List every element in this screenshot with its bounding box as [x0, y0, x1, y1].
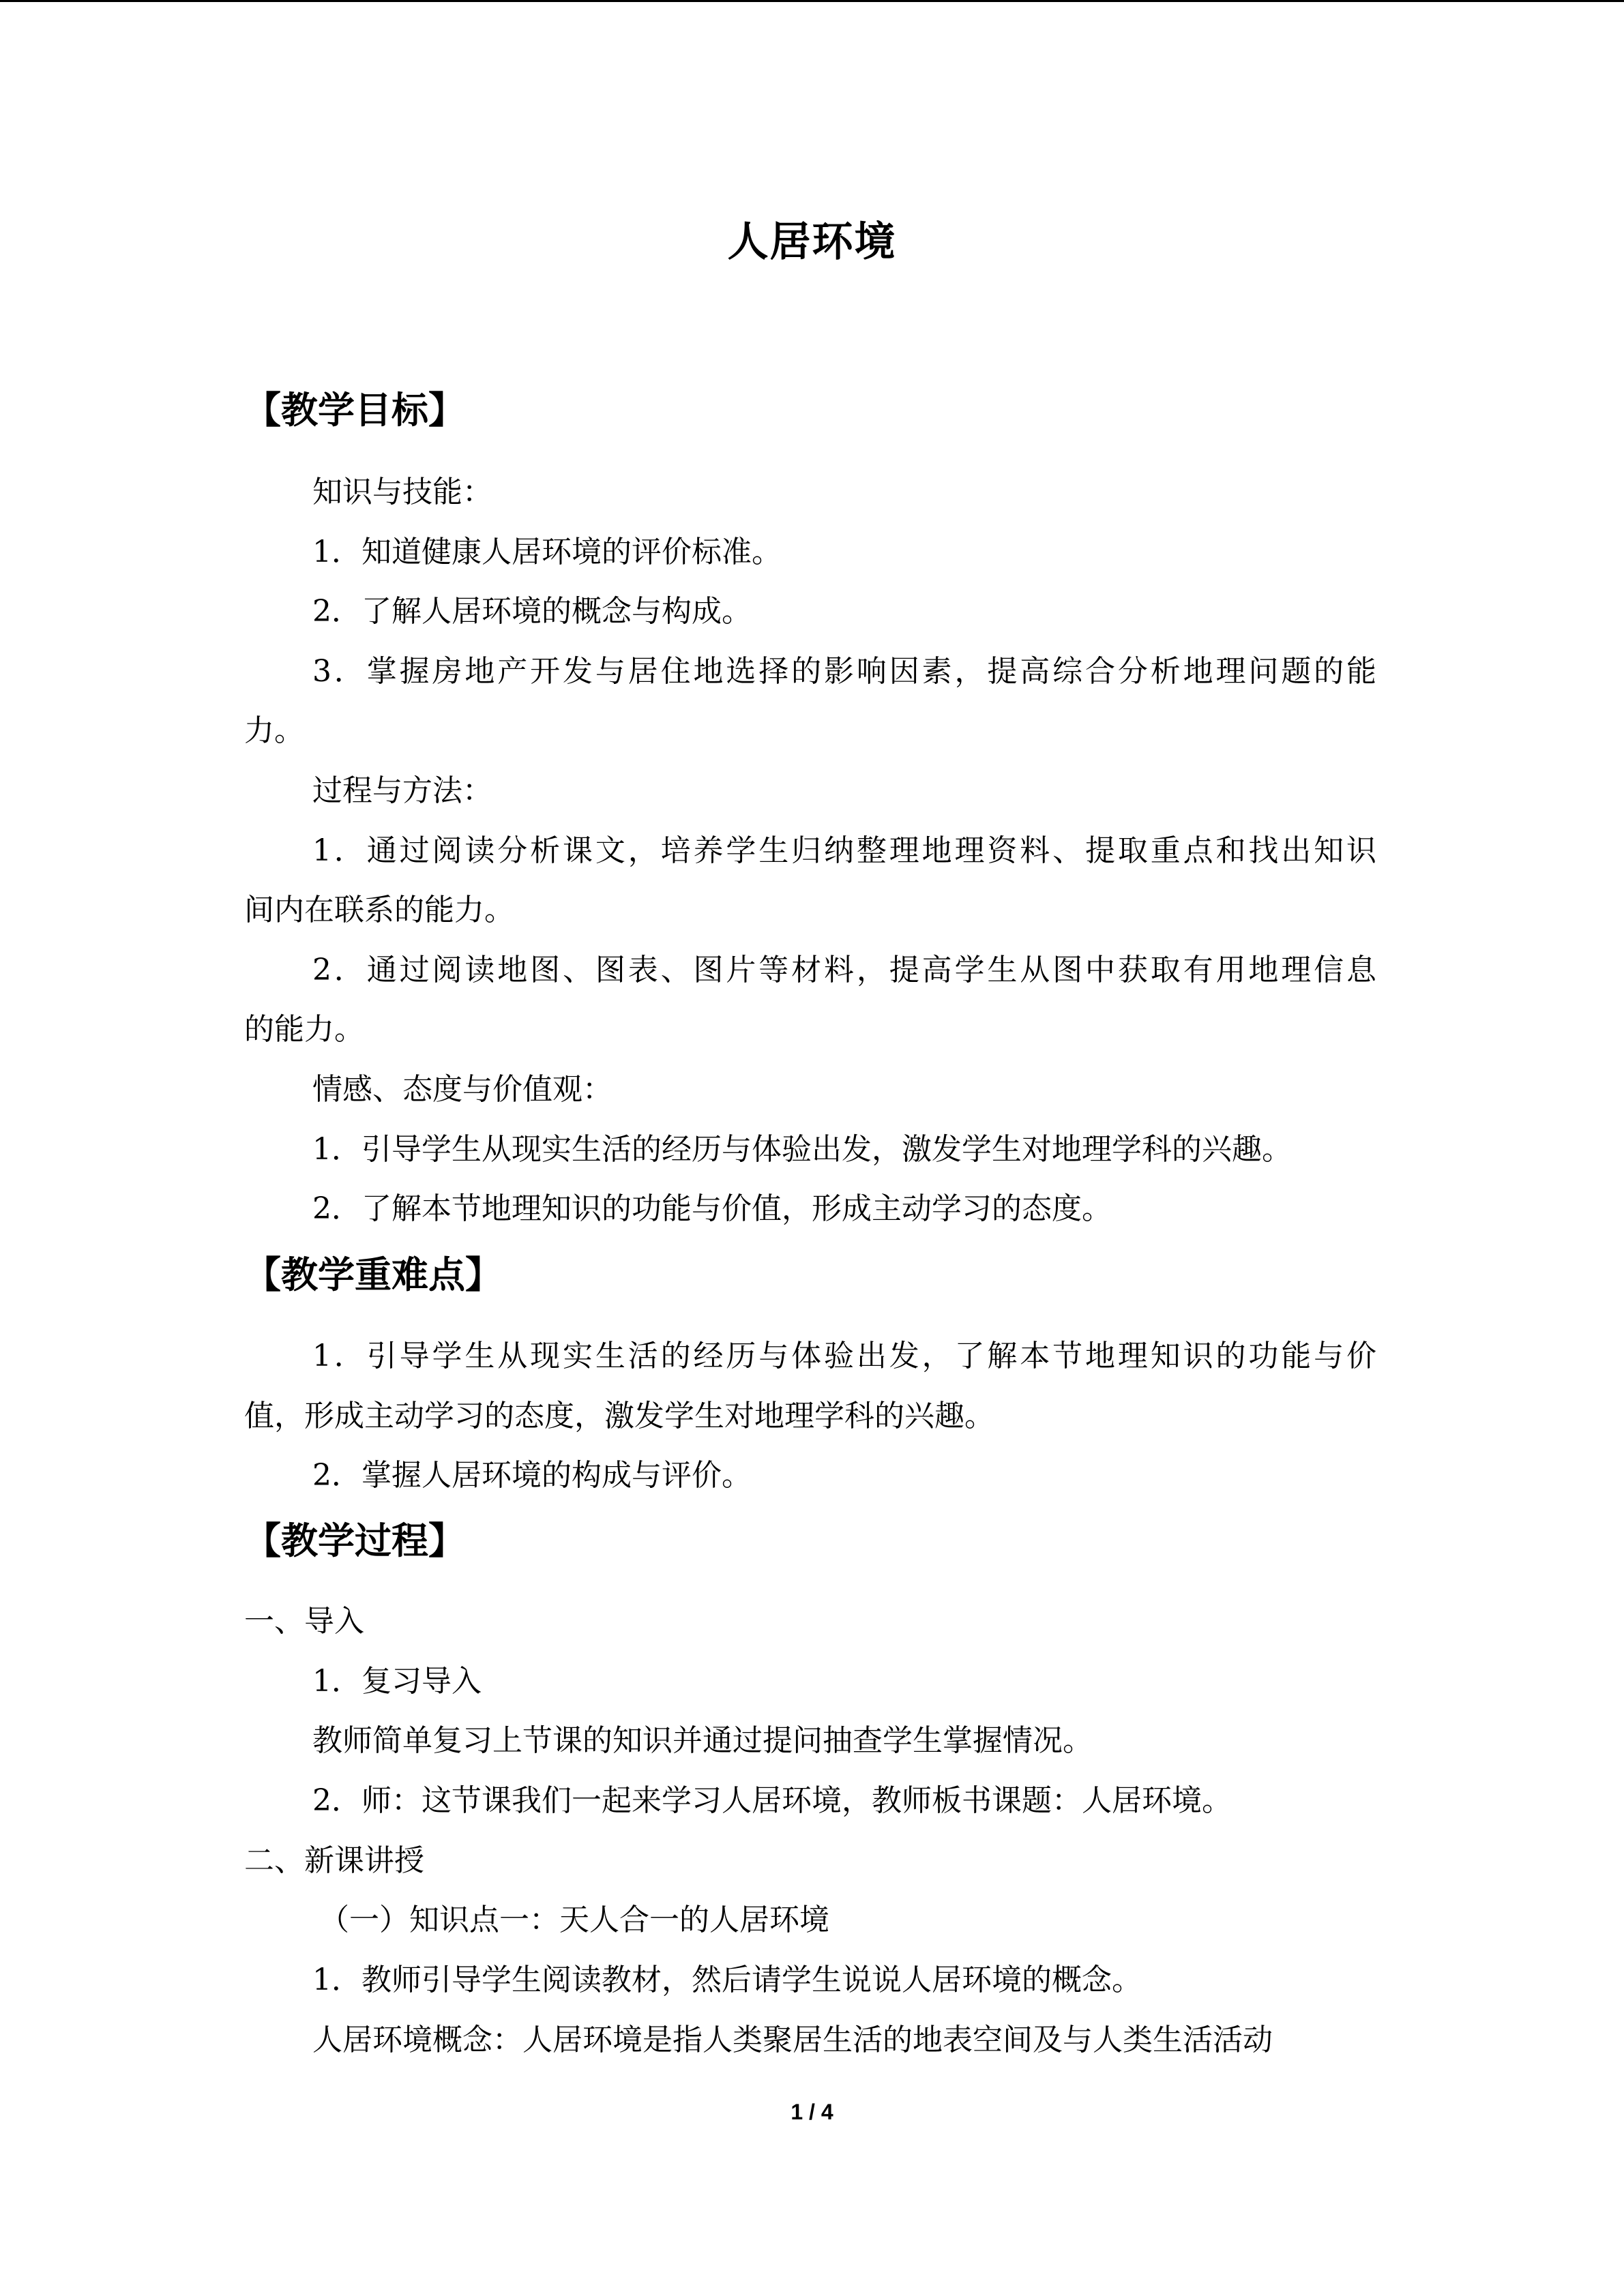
section-heading-objectives: 【教学目标】 — [244, 389, 465, 432]
objective-knowledge-1: 1．知道健康人居环境的评价标准。 — [312, 535, 782, 569]
objective-knowledge-3-line-1: 3．掌握房地产开发与居住地选择的影响因素，提高综合分析地理问题的能 — [312, 654, 1376, 689]
key-point-1-line-1: 1．引导学生从现实生活的经历与体验出发，了解本节地理知识的功能与价 — [312, 1339, 1376, 1373]
objective-process-1-line-2: 间内在联系的能力。 — [244, 893, 514, 927]
process-part-2-item-1: 1．教师引导学生阅读教材，然后请学生说说人居环境的概念。 — [312, 1963, 1142, 1997]
document-title: 人居环境 — [727, 218, 897, 266]
objective-emotion-2: 2．了解本节地理知识的功能与价值，形成主动学习的态度。 — [312, 1191, 1112, 1226]
objective-knowledge-3-line-2: 力。 — [244, 713, 304, 748]
process-part-1-item-1: 1．复习导入 — [312, 1664, 482, 1699]
process-method-label: 过程与方法： — [312, 773, 492, 808]
objective-process-2-line-1: 2．通过阅读地图、图表、图片等材料，提高学生从图中获取有用地理信息 — [312, 953, 1376, 987]
process-part-1: 一、导入 — [244, 1604, 364, 1639]
section-heading-process: 【教学过程】 — [244, 1519, 465, 1562]
process-part-1-item-1-text: 教师简单复习上节课的知识并通过提问抽查学生掌握情况。 — [312, 1723, 1093, 1758]
section-heading-key-points: 【教学重难点】 — [244, 1253, 502, 1296]
process-part-2: 二、新课讲授 — [244, 1843, 424, 1878]
knowledge-skills-label: 知识与技能： — [312, 475, 492, 509]
process-part-2-point-1: （一）知识点一：天人合一的人居环境 — [319, 1903, 829, 1937]
process-part-1-item-2: 2．师：这节课我们一起来学习人居环境，教师板书课题：人居环境。 — [312, 1783, 1232, 1818]
process-part-2-concept: 人居环境概念：人居环境是指人类聚居生活的地表空间及与人类生活活动 — [312, 2023, 1273, 2057]
page-number: 1 / 4 — [791, 2100, 833, 2124]
objective-knowledge-2: 2．了解人居环境的概念与构成。 — [312, 594, 752, 629]
objective-process-1-line-1: 1．通过阅读分析课文，培养学生归纳整理地理资料、提取重点和找出知识 — [312, 833, 1376, 868]
key-point-2: 2．掌握人居环境的构成与评价。 — [312, 1458, 752, 1493]
objective-emotion-1: 1．引导学生从现实生活的经历与体验出发，激发学生对地理学科的兴趣。 — [312, 1132, 1292, 1167]
emotion-attitude-label: 情感、态度与价值观： — [312, 1072, 612, 1107]
objective-process-2-line-2: 的能力。 — [244, 1012, 364, 1047]
key-point-1-line-2: 值，形成主动学习的态度，激发学生对地理学科的兴趣。 — [244, 1399, 994, 1433]
